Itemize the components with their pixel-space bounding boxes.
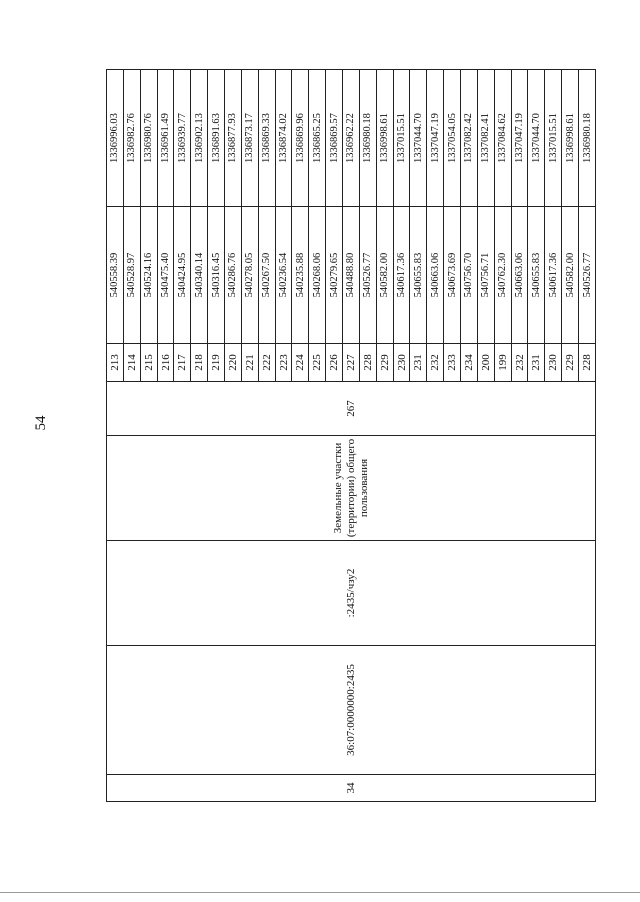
coordinate-x-cell: 540526.77 — [579, 207, 596, 344]
coordinate-y-cell: 1336891.63 — [208, 70, 225, 207]
point-number-cell: 220 — [225, 344, 242, 382]
point-number-cell: 227 — [343, 344, 360, 382]
coordinate-x-cell: 540655.83 — [410, 207, 427, 344]
coordinate-x-cell: 540663.06 — [427, 207, 444, 344]
point-number-cell: 231 — [528, 344, 545, 382]
coordinate-y-cell: 1336902.13 — [191, 70, 208, 207]
coordinate-y-cell: 1336980.18 — [579, 70, 596, 207]
coordinate-y-cell: 1336873.17 — [241, 70, 258, 207]
coordinate-y-cell: 1336961.49 — [157, 70, 174, 207]
coordinate-x-cell: 540582.00 — [376, 207, 393, 344]
coordinate-y-cell: 1336980.18 — [359, 70, 376, 207]
point-number-cell: 233 — [444, 344, 461, 382]
area-cell: 267 — [107, 382, 596, 436]
point-number-cell: 223 — [275, 344, 292, 382]
row-number-cell: 34 — [107, 775, 596, 802]
page-number: 54 — [33, 415, 49, 431]
coordinate-y-cell: 1337084.62 — [494, 70, 511, 207]
point-number-cell: 229 — [562, 344, 579, 382]
point-number-cell: 217 — [174, 344, 191, 382]
coordinate-x-cell: 540278.05 — [241, 207, 258, 344]
point-number-cell: 222 — [258, 344, 275, 382]
coordinate-y-cell: 1336877.93 — [225, 70, 242, 207]
point-number-cell: 231 — [410, 344, 427, 382]
coordinate-y-cell: 1336869.57 — [326, 70, 343, 207]
coordinate-y-cell: 1336869.96 — [292, 70, 309, 207]
point-number-cell: 213 — [107, 344, 124, 382]
point-number-cell: 221 — [241, 344, 258, 382]
point-number-cell: 232 — [427, 344, 444, 382]
point-number-cell: 218 — [191, 344, 208, 382]
coordinate-x-cell: 540528.97 — [123, 207, 140, 344]
point-number-cell: 230 — [393, 344, 410, 382]
coordinate-y-cell: 1337054.05 — [444, 70, 461, 207]
point-number-cell: 230 — [545, 344, 562, 382]
coordinate-y-cell: 1336996.03 — [107, 70, 124, 207]
coordinate-x-cell: 540655.83 — [528, 207, 545, 344]
coordinate-x-cell: 540558.39 — [107, 207, 124, 344]
coordinate-y-cell: 1336998.61 — [376, 70, 393, 207]
coordinate-y-cell: 1336865.25 — [309, 70, 326, 207]
coordinate-x-cell: 540617.36 — [393, 207, 410, 344]
coordinate-y-cell: 1336874.02 — [275, 70, 292, 207]
point-number-cell: 216 — [157, 344, 174, 382]
point-number-cell: 215 — [140, 344, 157, 382]
point-number-cell: 228 — [579, 344, 596, 382]
cadastral-number-cell: 36:07:0000000:2435 — [107, 646, 596, 775]
coordinates-table — [106, 69, 596, 802]
coordinate-x-cell: 540617.36 — [545, 207, 562, 344]
coordinate-y-cell: 1337082.42 — [461, 70, 478, 207]
coordinate-x-cell: 540524.16 — [140, 207, 157, 344]
coordinate-y-cell: 1336998.61 — [562, 70, 579, 207]
point-number-cell: 225 — [309, 344, 326, 382]
coordinate-y-cell: 1337015.51 — [393, 70, 410, 207]
point-number-cell: 234 — [461, 344, 478, 382]
point-number-cell: 229 — [376, 344, 393, 382]
coordinate-x-cell: 540236.54 — [275, 207, 292, 344]
part-number-cell: :2435/чзу2 — [107, 541, 596, 646]
coordinate-x-cell: 540756.71 — [477, 207, 494, 344]
coordinate-x-cell: 540268.06 — [309, 207, 326, 344]
coordinate-x-cell: 540663.06 — [511, 207, 528, 344]
point-number-cell: 219 — [208, 344, 225, 382]
coordinate-x-cell: 540235.88 — [292, 207, 309, 344]
coordinate-x-cell: 540762.30 — [494, 207, 511, 344]
point-number-cell: 232 — [511, 344, 528, 382]
coordinate-x-cell: 540582.00 — [562, 207, 579, 344]
coordinate-x-cell: 540526.77 — [359, 207, 376, 344]
coordinate-y-cell: 1336982.76 — [123, 70, 140, 207]
coordinate-y-cell: 1336980.76 — [140, 70, 157, 207]
coordinate-x-cell: 540340.14 — [191, 207, 208, 344]
coordinate-y-cell: 1337015.51 — [545, 70, 562, 207]
point-number-cell: 200 — [477, 344, 494, 382]
coordinate-x-cell: 540424.95 — [174, 207, 191, 344]
table-row — [107, 70, 124, 802]
coordinate-x-cell: 540673.69 — [444, 207, 461, 344]
coordinate-x-cell: 540316.45 — [208, 207, 225, 344]
coordinate-x-cell: 540279.65 — [326, 207, 343, 344]
point-number-cell: 228 — [359, 344, 376, 382]
coordinate-x-cell: 540286.76 — [225, 207, 242, 344]
page-bottom-rule — [0, 892, 640, 893]
coordinate-y-cell: 1337047.19 — [511, 70, 528, 207]
coordinate-y-cell: 1336962.22 — [343, 70, 360, 207]
coordinate-x-cell: 540488.80 — [343, 207, 360, 344]
coordinate-y-cell: 1336939.77 — [174, 70, 191, 207]
coordinate-y-cell: 1336869.33 — [258, 70, 275, 207]
coordinate-y-cell: 1337047.19 — [427, 70, 444, 207]
point-number-cell: 199 — [494, 344, 511, 382]
point-number-cell: 214 — [123, 344, 140, 382]
coordinate-x-cell: 540267.50 — [258, 207, 275, 344]
coordinate-y-cell: 1337044.70 — [410, 70, 427, 207]
purpose-cell: Земельные участки (территории) общего пользования — [107, 436, 596, 541]
coordinate-x-cell: 540475.40 — [157, 207, 174, 344]
point-number-cell: 224 — [292, 344, 309, 382]
coordinate-x-cell: 540756.70 — [461, 207, 478, 344]
coordinates-table-container — [106, 70, 596, 802]
coordinate-y-cell: 1337044.70 — [528, 70, 545, 207]
coordinate-y-cell: 1337082.41 — [477, 70, 494, 207]
point-number-cell: 226 — [326, 344, 343, 382]
